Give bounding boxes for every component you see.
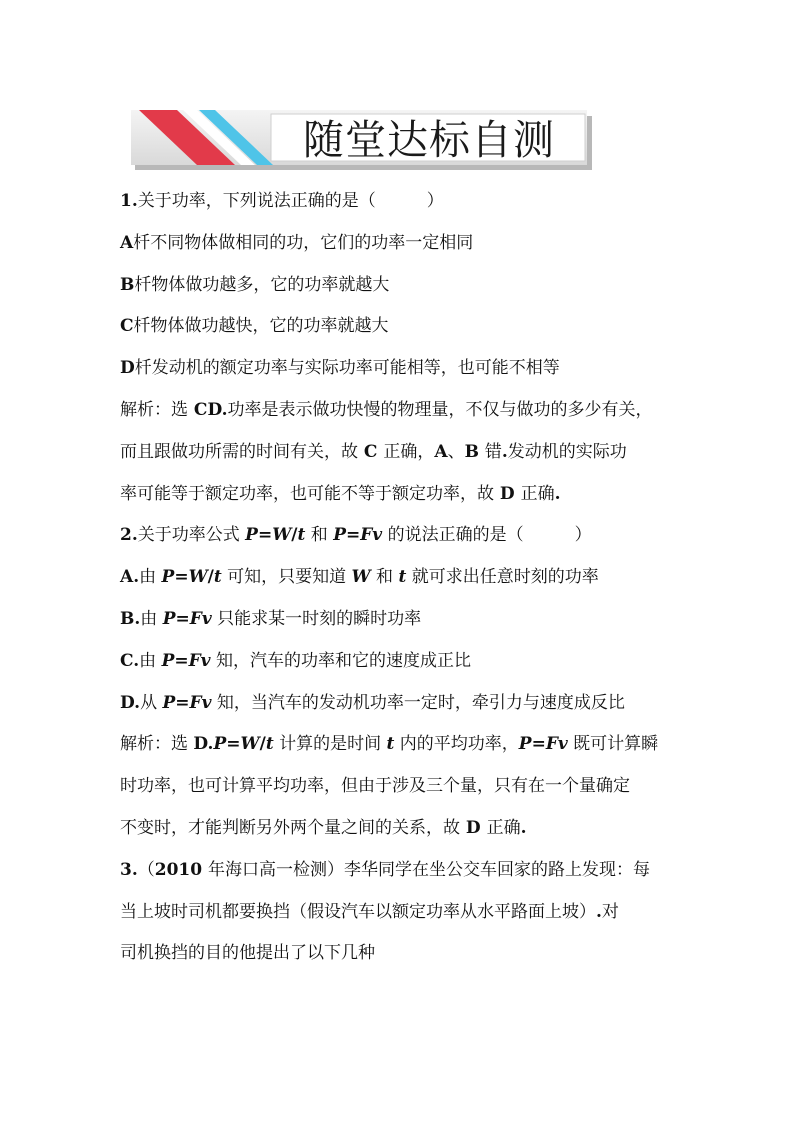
question-2-option-d: D.从 P=Fv 知，当汽车的发动机功率一定时，牵引力与速度成反比 — [120, 692, 625, 713]
question-2-analysis-line-3: 不变时，才能判断另外两个量之间的关系，故 D 正确. — [120, 817, 527, 838]
question-1-option-a: A杄不同物体做相同的功，它们的功率一定相同 — [120, 232, 474, 253]
question-1-option-c: C杄物体做功越快，它的功率就越大 — [120, 316, 389, 337]
question-2-option-b: B.由 P=Fv 只能求某一时刻的瞬时功率 — [120, 608, 422, 629]
question-1-option-d: D杄发动机的额定功率与实际功率可能相等，也可能不相等 — [120, 358, 560, 379]
question-1-option-b: B杄物体做功越多，它的功率就越大 — [120, 274, 390, 295]
question-content — [120, 181, 680, 975]
question-1-stem: 1.关于功率，下列说法正确的是（ ） — [120, 191, 444, 211]
question-3-stem-line-2: 当上坡时司机都要换挡（假设汽车以额定功率从水平路面上坡）.对 — [120, 901, 619, 922]
section-banner — [131, 110, 592, 170]
question-3-stem-line-3: 司机换挡的目的他提出了以下几种 — [120, 943, 375, 964]
question-1-analysis-line-3: 率可能等于额定功率，也可能不等于额定功率，故 D 正确. — [120, 483, 561, 504]
question-1-analysis-line-1: 解析：选 CD.功率是表示做功快慢的物理量，不仅与做功的多少有关， — [120, 399, 653, 420]
question-1-analysis-line-2: 而且跟做功所需的时间有关，故 C 正确，A、B 错.发动机的实际功 — [120, 441, 627, 462]
question-2-stem: 2.关于功率公式 P=W/t 和 P=Fv 的说法正确的是（ ） — [120, 525, 592, 546]
question-2-analysis-line-1: 解析：选 D.P=W/t 计算的是时间 t 内的平均功率，P=Fv 既可计算瞬 — [120, 734, 659, 755]
question-2-option-a: A.由 P=W/t 可知，只要知道 W 和 t 就可求出任意时刻的功率 — [120, 567, 599, 588]
question-2-option-c: C.由 P=Fv 知，汽车的功率和它的速度成正比 — [120, 650, 471, 671]
banner-title: 随堂达标自测 — [303, 116, 555, 164]
question-2-analysis-line-2: 时功率，也可计算平均功率，但由于涉及三个量，只有在一个量确定 — [120, 776, 630, 797]
question-3-stem-line-1: 3.（2010 年海口高一检测）李华同学在坐公交车回家的路上发现：每 — [120, 859, 650, 880]
